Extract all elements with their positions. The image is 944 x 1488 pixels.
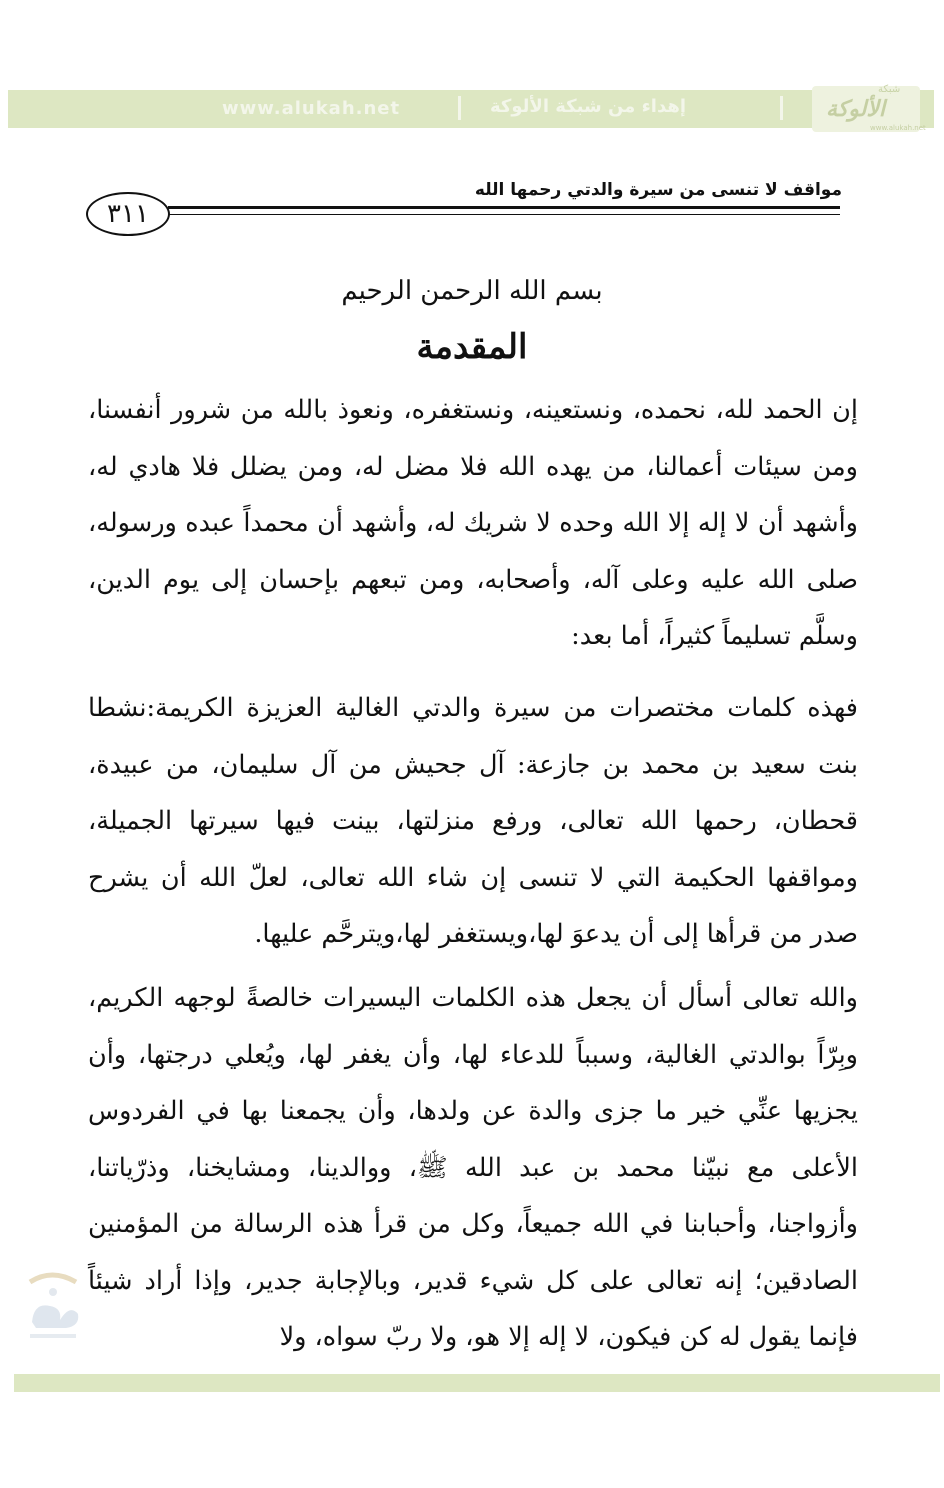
logo-sub-text: www.alukah.net — [870, 124, 926, 132]
watermark-logo-icon — [22, 1264, 84, 1344]
header-rule-thin — [168, 214, 840, 215]
basmala: بسم الله الرحمن الرحيم — [341, 276, 603, 306]
banner-separator — [780, 96, 783, 120]
paragraph-mother: فهذه كلمات مختصرات من سيرة والدتي الغالية العزيزة الكريمة:نشطا بنت سعيد بن محمد بن جازعة: آل جحيش من آل سليمان، من عبيدة، قحطان، رحمها الله تعالى، ورفع منزلتها، بينت فيها سيرتها الجميلة، ومواقفها الحكيمة التي لا تنسى إن شاء الله تعالى، لعلّ الله أن يشرح صدر من قرأها إلى أن يدعوَ لها،ويستغفر لها،ويترحَّم عليها. — [88, 693, 858, 949]
paragraph-intro: إن الحمد لله، نحمده، ونستعينه، ونستغفره، ونعوذ بالله من شرور أنفسنا، ومن سيئات أعمالنا، من يهده الله فلا مضل له، ومن يضلل فلا هادي له، وأشهد أن لا إله إلا الله وحده لا شريك له، وأشهد أن محمداً عبده ورسوله، صلى الله عليه وعلى آله، وأصحابه، ومن تبعهم بإحسان إلى يوم الدين، وسلَّم تسليماً كثيراً، أما بعد: — [88, 395, 858, 651]
footer-bar — [14, 1374, 940, 1392]
header-rule — [168, 206, 840, 209]
running-header-title: مواقف لا تنسى من سيرة والدتي رحمها الله — [474, 180, 842, 200]
banner-separator — [458, 96, 461, 120]
page-number — [86, 192, 170, 236]
logo-main-text: الألوكة — [826, 96, 885, 122]
page-number-text: ٣١١ — [107, 199, 149, 229]
paragraph-supplication: والله تعالى أسأل أن يجعل هذه الكلمات اليسيرات خالصةً لوجهه الكريم، وبِرّاً بوالدتي الغالية، وسبباً للدعاء لها، وأن يغفر لها، ويُعلي درجتها، وأن يجزيها عنِّي خير ما جزى والدة عن ولدها، وأن يجمعنا بها في الفردوس الأعلى مع نبيّنا محمد بن عبد الله ﷺ، ووالدينا، ومشايخنا، وذرّياتنا، وأزواجنا، وأحبابنا في الله جميعاً، وكل من قرأ هذه الرسالة من المؤمنين الصادقين؛ إنه تعالى على كل شيء قدير، وبالإجابة جدير، وإذا أراد شيئاً فإنما يقول له كن فيكون، لا إله إلا هو، ولا ربّ سواه، ولا — [88, 983, 858, 1352]
banner-url: www.alukah.net — [222, 98, 401, 119]
logo-top-text: شبكة — [878, 84, 901, 95]
banner-gift-text: إهداء من شبكة الألوكة — [490, 96, 686, 117]
section-heading: المقدمة — [416, 327, 528, 367]
top-banner — [8, 90, 934, 128]
